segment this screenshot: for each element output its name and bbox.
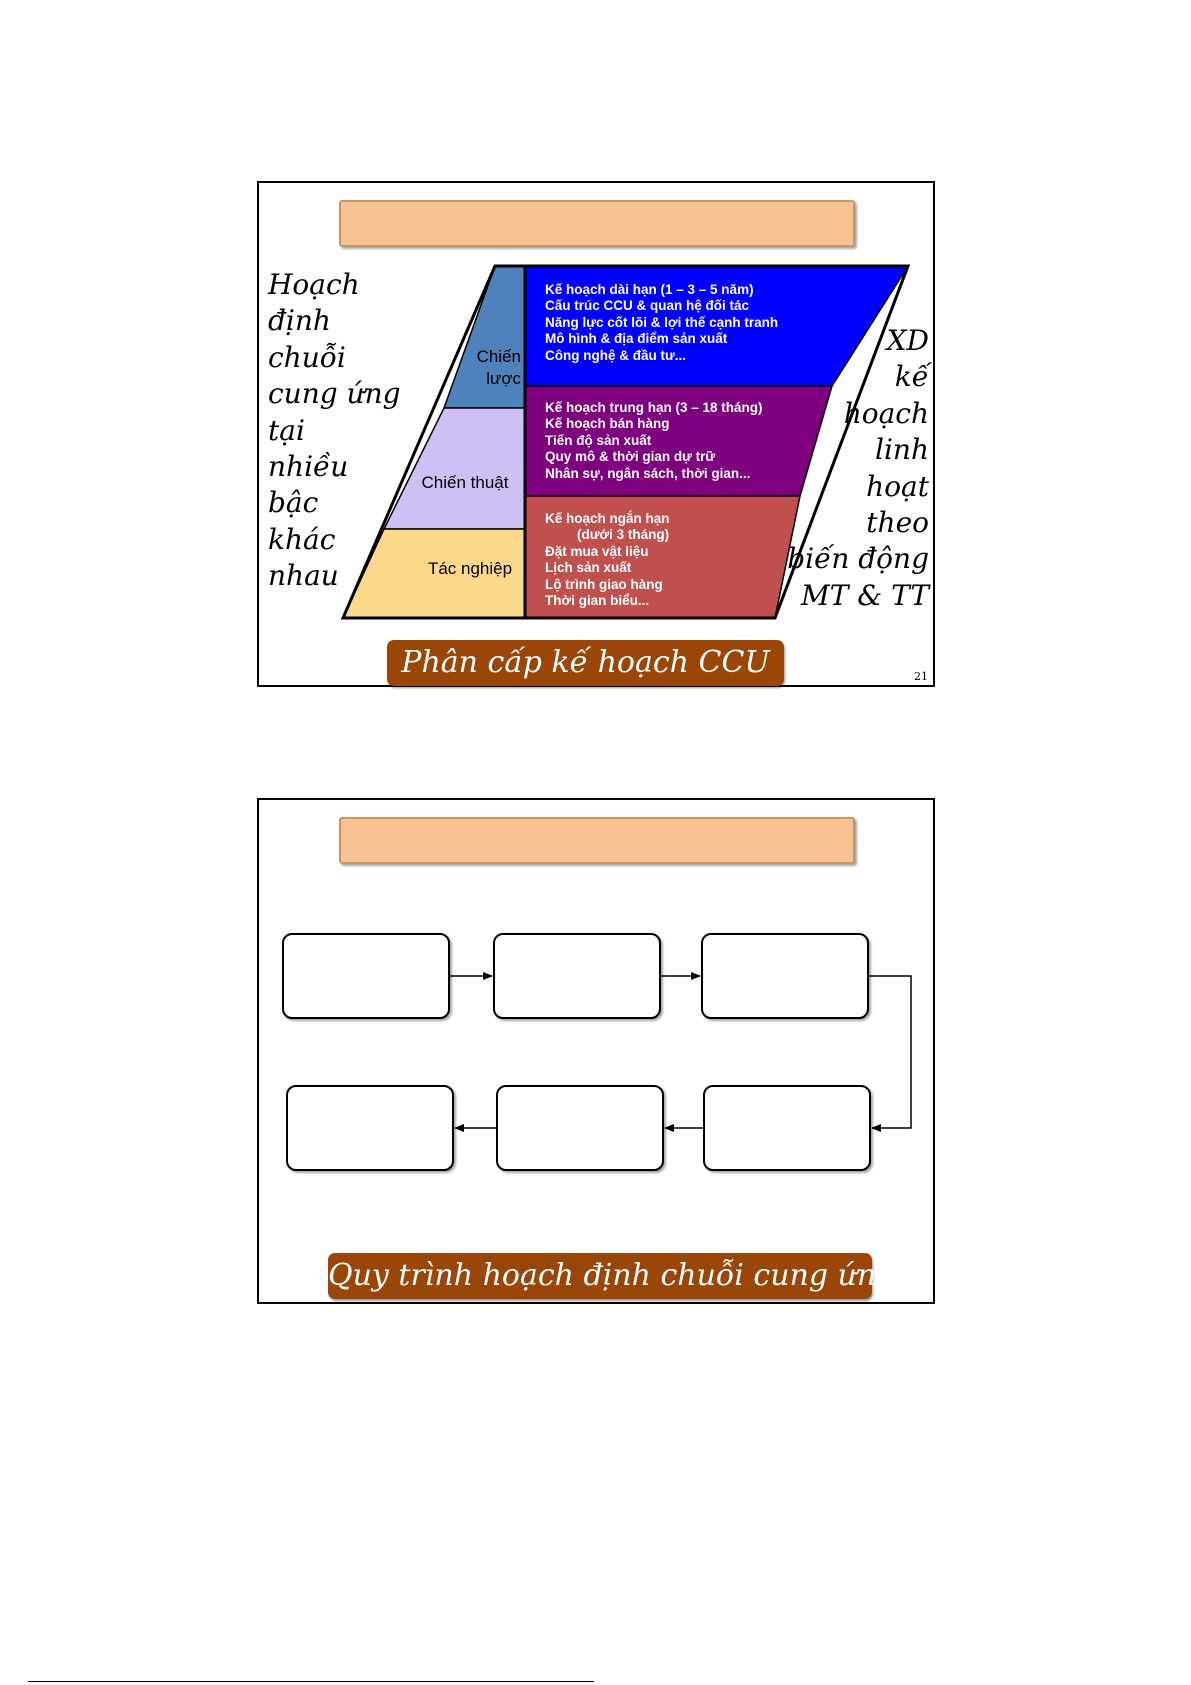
strategic-level-label: Chiến lược [476,347,521,388]
operational-level-label: Tác nghiệp [427,559,513,578]
left-handwritten-note: Hoạch định chuỗi cung ứng tại nhiều bậc khác nhau [268,268,401,593]
slide-banner: Quy trình hoạch định chuỗi cung ứng [328,1253,872,1299]
mid-term-plan-text: Kế hoạch trung hạn (3 – 18 tháng) Kế hoạch bán hàng Tiến độ sản xuất Quy mô & thời gian dự trữ Nhân sự, ngân sách, thời gian... [545,400,763,481]
long-term-plan-text: Kế hoạch dài hạn (1 – 3 – 5 năm) Cấu trúc CCU & quan hệ đối tác Năng lực cốt lõi & lợi thế cạnh tranh Mô hình & địa điểm sản xuất Công nghệ & đầu tư... [545,282,779,363]
slide-banner: Phân cấp kế hoạch CCU [387,640,784,686]
slide-supply-chain-planning-process [257,798,935,1304]
slide-supply-chain-plan-hierarchy [257,181,935,687]
tactical-level-label: Chiến thuật [421,473,509,492]
right-handwritten-note: XD kế hoạch linh hoạt theo biến động MT & TT [787,324,929,612]
process-flow-arrows [259,800,933,1302]
page-number: 21 [914,670,928,683]
page-footer-rule [28,1681,594,1682]
flow-arrow [869,976,911,1128]
short-term-plan-text: Kế hoạch ngắn hạn (dưới 3 tháng) Đặt mua vật liệu Lịch sản xuất Lộ trình giao hàng Thời gian biểu... [545,511,670,609]
